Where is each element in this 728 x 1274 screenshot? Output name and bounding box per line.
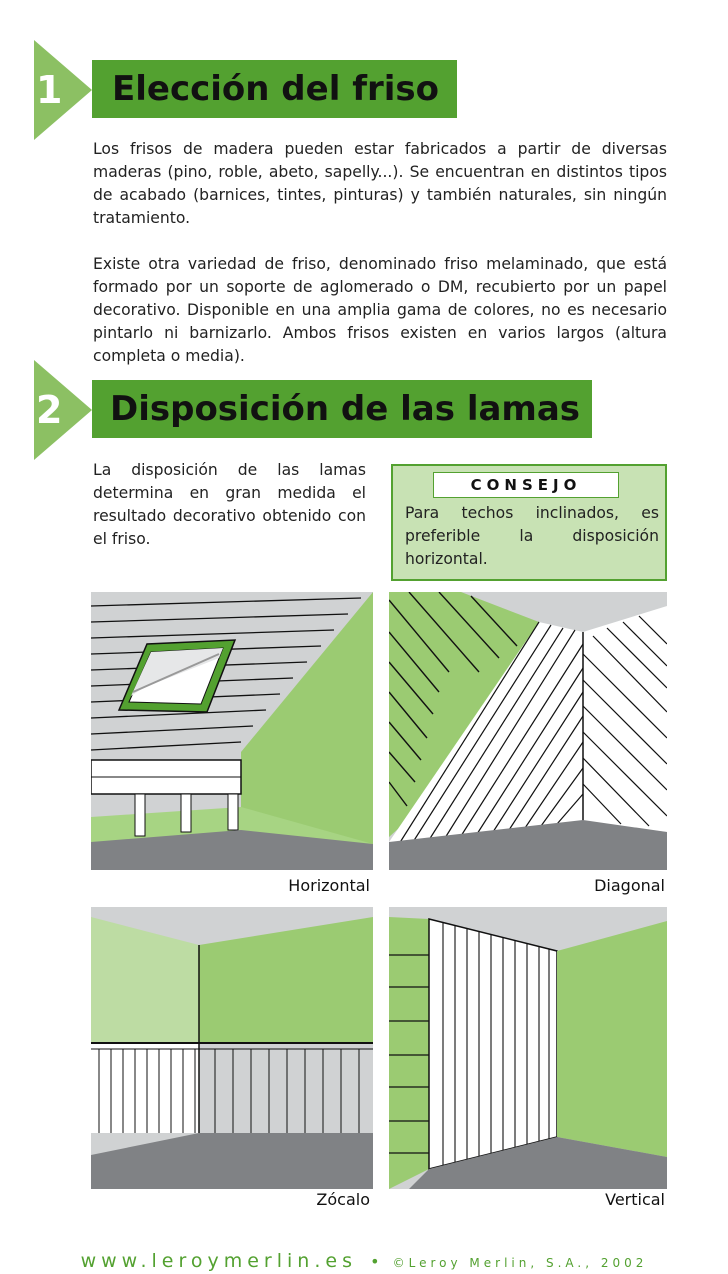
- section-title: Disposición de las lamas: [92, 380, 592, 438]
- footer-copyright: ©Leroy Merlin, S.A., 2002: [392, 1256, 648, 1270]
- illustration-caption: Zócalo: [316, 1190, 370, 1209]
- section-number: 2: [36, 388, 63, 432]
- illustration-caption: Diagonal: [594, 876, 665, 895]
- vertical-illustration: [389, 907, 667, 1189]
- diagonal-illustration: [389, 592, 667, 870]
- paragraph: Existe otra variedad de friso, denominado friso melaminado, que está formado por un soporte de aglomerado o DM, recubierto por un papel decorativo. Disponible en una amplia gama de colores, no es necesario pintarlo ni barnizarlo. Ambos frisos existen en varios largos (altura completa o media).: [93, 255, 667, 365]
- section-2-badge: [34, 360, 92, 460]
- footer-separator: •: [370, 1252, 380, 1271]
- zocalo-illustration: [91, 907, 373, 1189]
- footer: [0, 1250, 728, 1272]
- section-1-badge: [34, 40, 92, 140]
- illustration-caption: Horizontal: [288, 876, 370, 895]
- footer-url[interactable]: www.leroymerlin.es: [80, 1250, 357, 1272]
- illustration-caption: Vertical: [605, 1190, 665, 1209]
- intro-paragraph: La disposición de las lamas determina en gran medida el resultado decorativo obtenido con el friso.: [93, 461, 366, 548]
- section-number: 1: [36, 68, 63, 112]
- tip-title: CONSEJO: [433, 472, 619, 498]
- horizontal-illustration: [91, 592, 373, 870]
- paragraph: Los frisos de madera pueden estar fabricados a partir de diversas maderas (pino, roble, abeto, sapelly...). Se encuentran en distintos tipos de acabado (barnices, tintes, pinturas) y también naturales, sin ningún tratamiento.: [93, 140, 667, 227]
- tip-text: Para techos inclinados, es preferible la disposición horizontal.: [405, 504, 659, 568]
- tip-box: [391, 464, 667, 581]
- section-title: Elección del friso: [92, 60, 457, 118]
